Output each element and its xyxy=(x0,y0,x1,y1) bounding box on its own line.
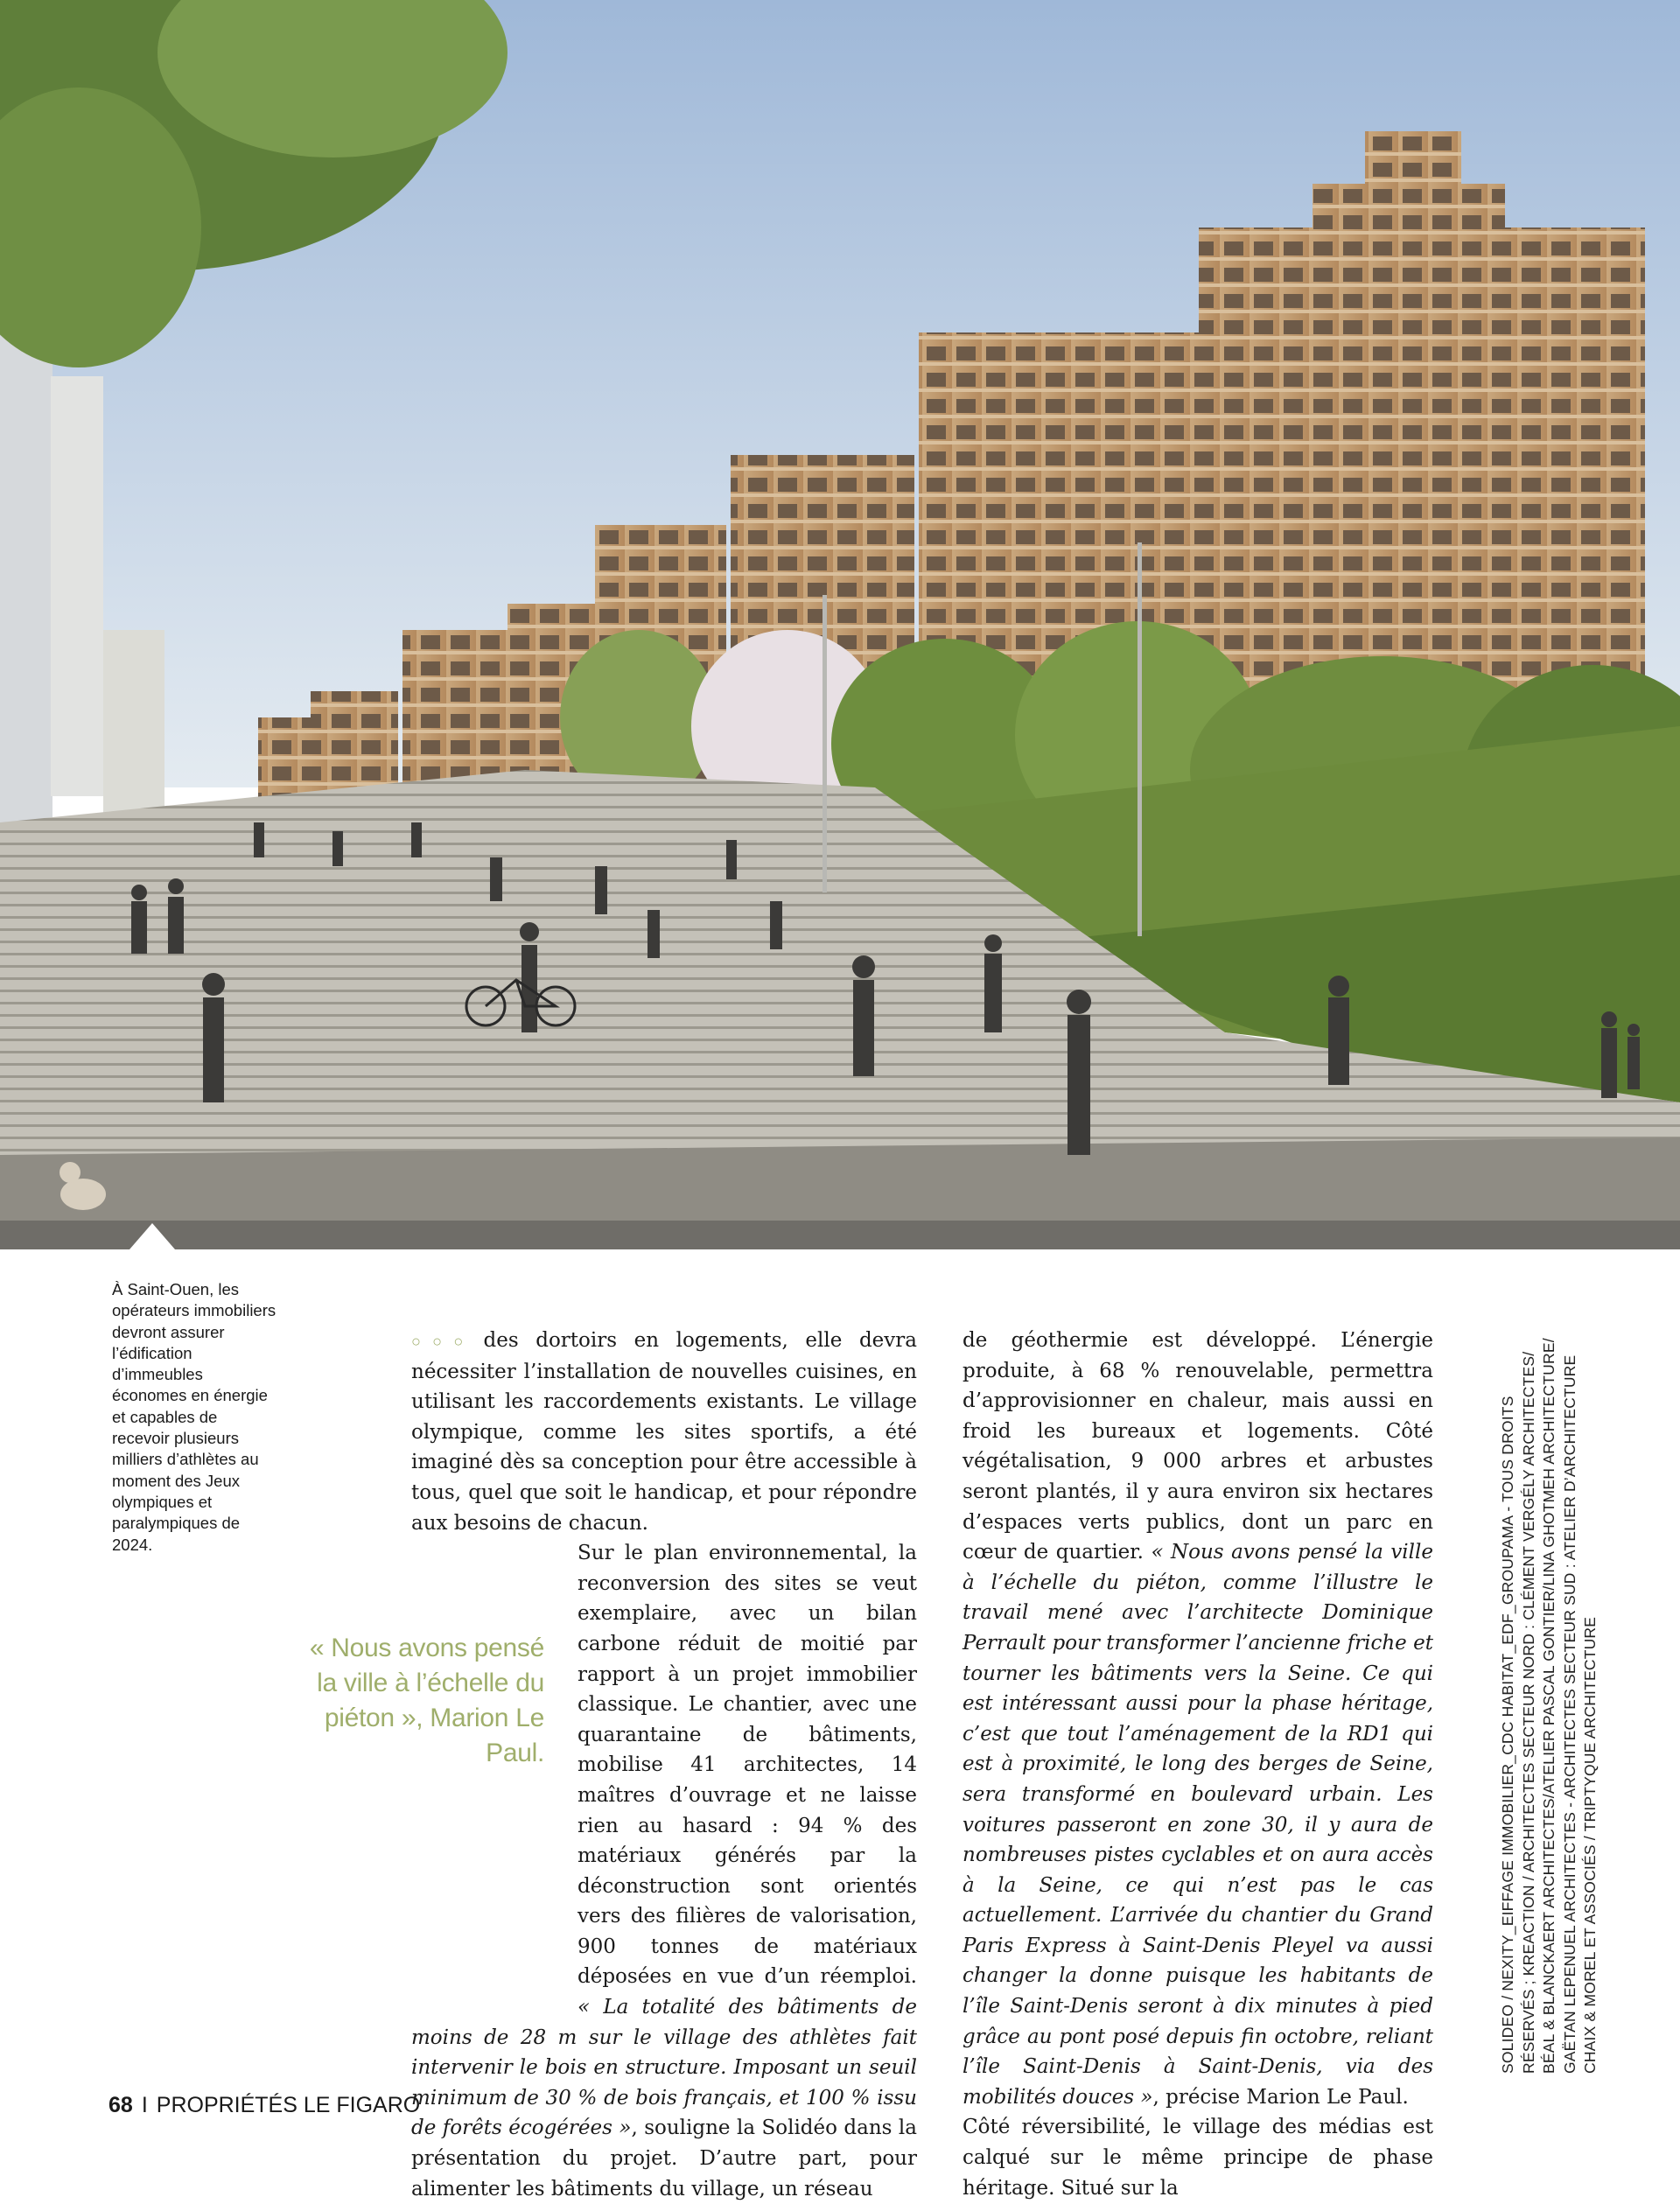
photo-caption: À Saint-Ouen, les opérateurs immobiliers devront assurer l’édification d’immeubles économes en énergie et capables de recevoir plusieurs milliers d’athlètes au moment des Jeux olympiques et paralympiques de 2024. xyxy=(112,1280,276,1554)
page-number: 68 xyxy=(108,2093,133,2117)
paragraph: Côté réversibilité, le village des médias est calqué sur le même principe de phase héritage. Situé sur la xyxy=(962,2116,1433,2200)
quote-text: « Nous avons pensé la ville à l’échelle du piéton, comme l’illustre le travail mené avec l’architecte Dominique Perrault pour transformer l’ancienne friche et tourner les bâtiments vers la Seine. Ce qui est intéressant aussi pour la phase héritage, c’est que tout l’aménagement de la RD1 qui est à proximité, le long des berges de Seine, sera transformé en boulevard urbain. Les voitures passeront en zone 30, il y aura de nombreuses pistes cyclables et on aura accès à la Seine, ce qui n’est pas le cas actuellement. L’arrivée du chantier du Grand Paris Express à Saint-Denis Pleyel va aussi changer la donne puisque les habitants de l’île Saint-Denis seront à dix minutes à pied grâce au pont posé depuis fin octobre, reliant l’île Saint-Denis à Saint-Denis, via des mobilités douces » xyxy=(962,1541,1433,2109)
paragraph-text: des dortoirs en logements, elle devra nécessiter l’installation de nouvelles cuisines, en utilisant les raccordements existants. Le village olympique, comme les sites sportifs, a été imaginé dès sa conception pour être accessible à tous, quel que soit le handicap, et pour répondre aux besoins de chacun. xyxy=(411,1329,917,1535)
paragraph-text: , souligne la Solidéo dans la présentation du projet. D’autre part, pour alimenter les bâtiments du village, un réseau xyxy=(411,2117,918,2201)
paragraph-text: , précise Marion Le Paul. xyxy=(1152,2085,1409,2109)
page-footer xyxy=(108,2093,420,2118)
paragraph-text: Sur le plan environnemental, la reconversion des sites se veut exemplaire, avec un bilan carbone réduit de moitié par rapport à un projet immobilier classique. Le chantier, avec une quarantaine de bâtiments, mobilise 41 architectes, 14 maîtres d’ouvrage et ne laisse rien au hasard : 94 % des matériaux générés par la déconstruction sont orientés vers des filières de valorisation, 900 tonnes de matériaux déposées en vue d’un réemploi. xyxy=(578,1542,917,1989)
article-column-1 xyxy=(411,1326,917,2204)
credits-text: SOLIDEO / NEXITY_EIFFAGE IMMOBILIER_CDC HABITAT_EDF_GROUPAMA - TOUS DROITS RÉSERVÉS ; KREACTION / ARCHITECTES SECTEUR NORD : CLÉMENT VERGÉLY ARCHITECTES/ BÉAL & BLANCKAERT ARCHITECTES/ATELIER PASCAL GONTIER/LINA GHOTMEH ARCHITECTURE/ GAËTAN LEPENUEL ARCHITECTES - ARCHITECTES SECTEUR SUD : ATELIER D’ARCHITECTURE CHAIX & MOREL ET ASSOCIÉS / TRIPTYQUE ARCHITECTURE xyxy=(1499,1338,1599,2074)
paragraph-text: de géothermie est développé. L’énergie produite, à 68 % renouvelable, permettra d’approvisionner en chaleur, mais aussi en froid les bureaux et logements. Côté végétalisation, 9 000 arbres et arbustes seront plantés, il y aura environ six hectares d’espaces verts publics, dont un parc en cœur de quartier. xyxy=(962,1329,1433,1564)
footer-separator: I xyxy=(141,2093,148,2117)
article-column-2 xyxy=(962,1326,1433,2203)
pull-quote-space xyxy=(411,1626,578,2019)
paragraph xyxy=(411,1538,917,2204)
caption-pointer xyxy=(130,1223,175,1249)
quote-text: « La totalité des bâtiments de moins de 28 m sur le village des athlètes fait intervenir le bois en structure. Imposant un seuil minimum de 30 % de bois français, et 100 % issu de forêts écogérées » xyxy=(411,1996,917,2140)
publication-name: PROPRIÉTÉS LE FIGARO xyxy=(156,2093,421,2117)
photo-credits xyxy=(1498,1312,1629,2074)
pull-quote: « Nous avons pensé la ville à l’échelle du piéton », Marion Le Paul. xyxy=(309,1634,544,1767)
paragraph xyxy=(411,1326,917,1538)
continuation-dots-icon: ○○○ xyxy=(411,1333,475,1350)
paragraph xyxy=(962,1326,1433,2112)
